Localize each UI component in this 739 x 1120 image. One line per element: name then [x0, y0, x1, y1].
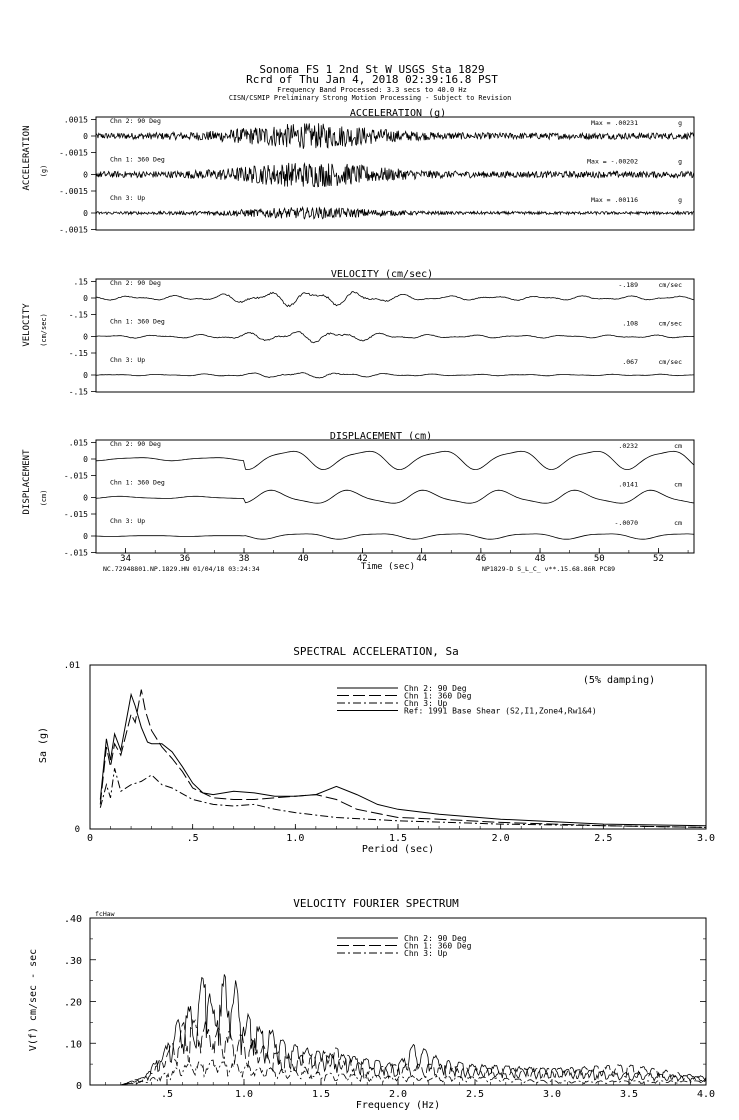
time-tick-label: 38: [238, 554, 250, 564]
displacement-channel-label: Chn 1: 360 Deg: [110, 478, 165, 487]
spectral-x-tick-label: 2.5: [594, 833, 613, 844]
time-tick-label: 34: [120, 554, 132, 564]
acceleration-peak-value: Max = .00231: [591, 119, 638, 127]
displacement-y-tick: -.015: [63, 548, 88, 558]
fourier-series-2: [121, 1020, 706, 1085]
displacement-peak-value: .0141: [618, 480, 638, 489]
displacement-peak-value: .0232: [618, 442, 638, 450]
trace-acceleration-chn-3: [96, 207, 694, 218]
header-title-line4: CISN/CSMIP Preliminary Strong Motion Processing - Subject to Revision: [228, 94, 512, 102]
spectral-x-label: Period (sec): [361, 844, 435, 855]
fourier-curves: [121, 974, 706, 1085]
acceleration-panel: [22, 108, 694, 235]
header-title-line3: Frequency Band Processed: 3.3 secs to 40.0 Hz: [277, 86, 467, 94]
time-tick-label: 36: [179, 554, 191, 564]
velocity-y-tick: -.15: [68, 310, 88, 320]
spectral-x-tick-label: 0: [86, 833, 94, 844]
time-axis-label: Time (sec): [360, 562, 416, 572]
velocity-side-label: VELOCITY: [22, 303, 32, 347]
acceleration-title: ACCELERATION (g): [349, 108, 447, 119]
velocity-channel-label: Chn 3: Up: [110, 356, 146, 364]
fourier-x-tick-label: 2.0: [388, 1089, 408, 1100]
time-tick-label: 50: [593, 554, 605, 564]
displacement-peak-unit: cm: [674, 442, 682, 450]
displacement-side-label: DISPLACEMENT: [22, 449, 32, 515]
acceleration-peak-unit: g: [678, 157, 682, 166]
displacement-y-tick: -.015: [63, 510, 88, 519]
trace-displacement-chn-3: [96, 534, 694, 539]
acceleration-peak-value: Max = .00116: [591, 196, 638, 204]
acceleration-channel-label: Chn 2: 90 Deg: [110, 117, 161, 125]
record-footer-left: NC.72948801.NP.1829.HN 01/04/18 03:24:34: [103, 565, 260, 573]
fourier-y-tick-label: .30: [63, 955, 82, 967]
acceleration-traces: [96, 123, 694, 219]
spectral-x-tick-label: 2.0: [491, 833, 510, 844]
displacement-title: DISPLACEMENT (cm): [329, 431, 433, 442]
velocity-channel-label: Chn 1: 360 Deg: [110, 317, 165, 326]
spectral-x-tick-label: 3.0: [696, 833, 716, 844]
velocity-panel: [22, 269, 694, 397]
fourier-xticks: [105, 1079, 715, 1100]
time-tick-label: 52: [653, 554, 664, 564]
velocity-y-tick: -.15: [68, 387, 88, 397]
fourier-x-tick-label: 4.0: [696, 1089, 716, 1100]
acceleration-unit-label: (g): [40, 164, 48, 178]
fourier-y-tick-label: .10: [63, 1039, 82, 1051]
velocity-peak-value: .067: [622, 358, 638, 366]
fourier-y-tick-label: .20: [63, 997, 82, 1009]
header-title-line2: Rcrd of Thu Jan 4, 2018 02:39:16.8 PST: [246, 73, 498, 86]
acceleration-side-label: ACCELERATION: [22, 125, 32, 191]
time-tick-label: 46: [475, 554, 487, 564]
acceleration-y-tick: 0: [83, 170, 88, 180]
acceleration-channel-label: Chn 1: 360 Deg: [110, 155, 165, 164]
trace-velocity-chn-1: [96, 292, 694, 307]
time-tick-label: 40: [297, 554, 309, 564]
record-header: [229, 63, 511, 102]
fourier-y-label: V(f) cm/sec - sec: [28, 948, 39, 1052]
time-tick-label: 44: [416, 554, 428, 564]
velocity-peak-unit: cm/sec: [658, 319, 682, 328]
fourier-frame: [90, 918, 706, 1085]
spectral-legend-label: Chn 3: Up: [404, 699, 448, 708]
fourier-x-tick-label: 3.0: [542, 1089, 562, 1100]
trace-velocity-chn-3: [96, 373, 694, 378]
spectral-x-tick-label: 1.5: [388, 833, 408, 844]
spectral-y-tick-zero: 0: [74, 825, 80, 835]
fourier-title: VELOCITY FOURIER SPECTRUM: [293, 897, 459, 910]
velocity-traces: [96, 292, 694, 378]
trace-displacement-chn-2: [96, 490, 694, 503]
velocity-y-tick: 0: [83, 371, 88, 380]
acceleration-peak-unit: g: [678, 119, 682, 127]
velocity-title: VELOCITY (cm/sec): [330, 269, 434, 280]
fourier-series-3: [121, 1060, 706, 1085]
velocity-y-tick: 0: [83, 332, 88, 342]
displacement-y-tick: 0: [83, 493, 88, 503]
trace-acceleration-chn-2: [96, 163, 694, 187]
time-tick-label: 48: [534, 554, 546, 564]
spectral-x-tick-label: 1.0: [286, 833, 305, 844]
fourier-x-tick-label: .5: [160, 1089, 174, 1100]
header-title-line1: Sonoma FS 1 2nd St W USGS Sta 1829: [259, 63, 485, 76]
displacement-unit-label: (cm): [40, 489, 48, 507]
displacement-traces: [96, 451, 694, 539]
acceleration-y-tick: 0: [83, 132, 88, 141]
acceleration-y-tick: .0015: [63, 115, 88, 125]
velocity-unit-label: (cm/sec): [40, 313, 48, 347]
velocity-y-tick: -.15: [68, 349, 88, 358]
spectral-xticks: [87, 824, 715, 844]
trace-displacement-chn-1: [96, 451, 694, 469]
fourier-legend-label: Chn 2: 90 Deg: [404, 934, 467, 943]
acceleration-peak-value: Max = -.00202: [587, 157, 638, 166]
displacement-y-tick: 0: [83, 532, 88, 541]
fourier-y-tick-label: .40: [63, 914, 82, 925]
acceleration-peak-unit: g: [678, 196, 682, 204]
spectral-x-tick-label: .5: [186, 833, 199, 844]
spectral-legend-label: Chn 1: 360 Deg: [404, 691, 472, 701]
displacement-peak-value: -.0070: [614, 519, 638, 527]
velocity-peak-unit: cm/sec: [658, 358, 682, 366]
displacement-y-tick: 0: [83, 455, 88, 464]
spectral-damping-note: (5% damping): [582, 675, 656, 686]
time-tick-label: 42: [357, 554, 368, 564]
spectral-title: SPECTRAL ACCELERATION, Sa: [293, 645, 459, 658]
velocity-peak-unit: cm/sec: [658, 281, 682, 289]
spectral-legend-label: Ref: 1991 Base Shear (S2,I1,Zone4,Rw1&4): [404, 706, 597, 716]
spectral-legend: [337, 684, 597, 716]
acceleration-y-tick: -.0015: [59, 225, 88, 235]
fourier-x-tick-label: 2.5: [465, 1089, 485, 1100]
fourier-spectrum-chart: [28, 897, 715, 1111]
spectral-acceleration-chart: [38, 645, 715, 855]
fourier-x-tick-label: 1.5: [311, 1089, 331, 1100]
spectral-y-label: Sa (g): [38, 726, 49, 764]
displacement-channel-label: Chn 3: Up: [110, 517, 146, 525]
fourier-legend: [337, 934, 472, 958]
acceleration-y-tick: -.0015: [59, 187, 88, 196]
fourier-legend-label: Chn 1: 360 Deg: [404, 941, 472, 951]
displacement-channel-label: Chn 2: 90 Deg: [110, 440, 161, 448]
fourier-yticks: [64, 914, 706, 1092]
fourier-x-tick-label: 3.5: [619, 1089, 639, 1100]
spectral-legend-label: Chn 2: 90 Deg: [404, 684, 467, 693]
velocity-peak-value: .108: [622, 319, 638, 328]
displacement-y-tick: -.015: [63, 471, 88, 481]
spectral-frame: [90, 665, 706, 829]
acceleration-channel-label: Chn 3: Up: [110, 194, 146, 202]
velocity-channel-label: Chn 2: 90 Deg: [110, 279, 161, 287]
fourier-x-label: Frequency (Hz): [355, 1100, 441, 1111]
displacement-y-tick: .015: [68, 438, 88, 448]
acceleration-y-tick: 0: [83, 209, 88, 218]
acceleration-y-tick: -.0015: [59, 148, 88, 158]
displacement-peak-unit: cm: [674, 519, 682, 527]
fourier-corner-label: fcHaw: [95, 910, 115, 918]
velocity-y-tick: .15: [73, 277, 88, 287]
spectral-series-3: [100, 768, 706, 827]
spectral-y-tick-top: .01: [63, 661, 80, 671]
velocity-y-tick: 0: [83, 294, 88, 303]
trace-velocity-chn-2: [96, 332, 694, 343]
displacement-panel: [22, 431, 694, 558]
fourier-legend-label: Chn 3: Up: [404, 949, 448, 958]
fourier-y-tick-label: 0: [75, 1081, 82, 1092]
fourier-x-tick-label: 1.0: [234, 1089, 254, 1100]
velocity-peak-value: -.189: [618, 281, 638, 289]
displacement-peak-unit: cm: [674, 480, 682, 489]
record-footer-right: NP1829-D S_L_C_ v**.15.68.86R PC89: [482, 565, 616, 573]
velocity-labels: [69, 278, 682, 397]
trace-acceleration-chn-1: [96, 123, 694, 149]
